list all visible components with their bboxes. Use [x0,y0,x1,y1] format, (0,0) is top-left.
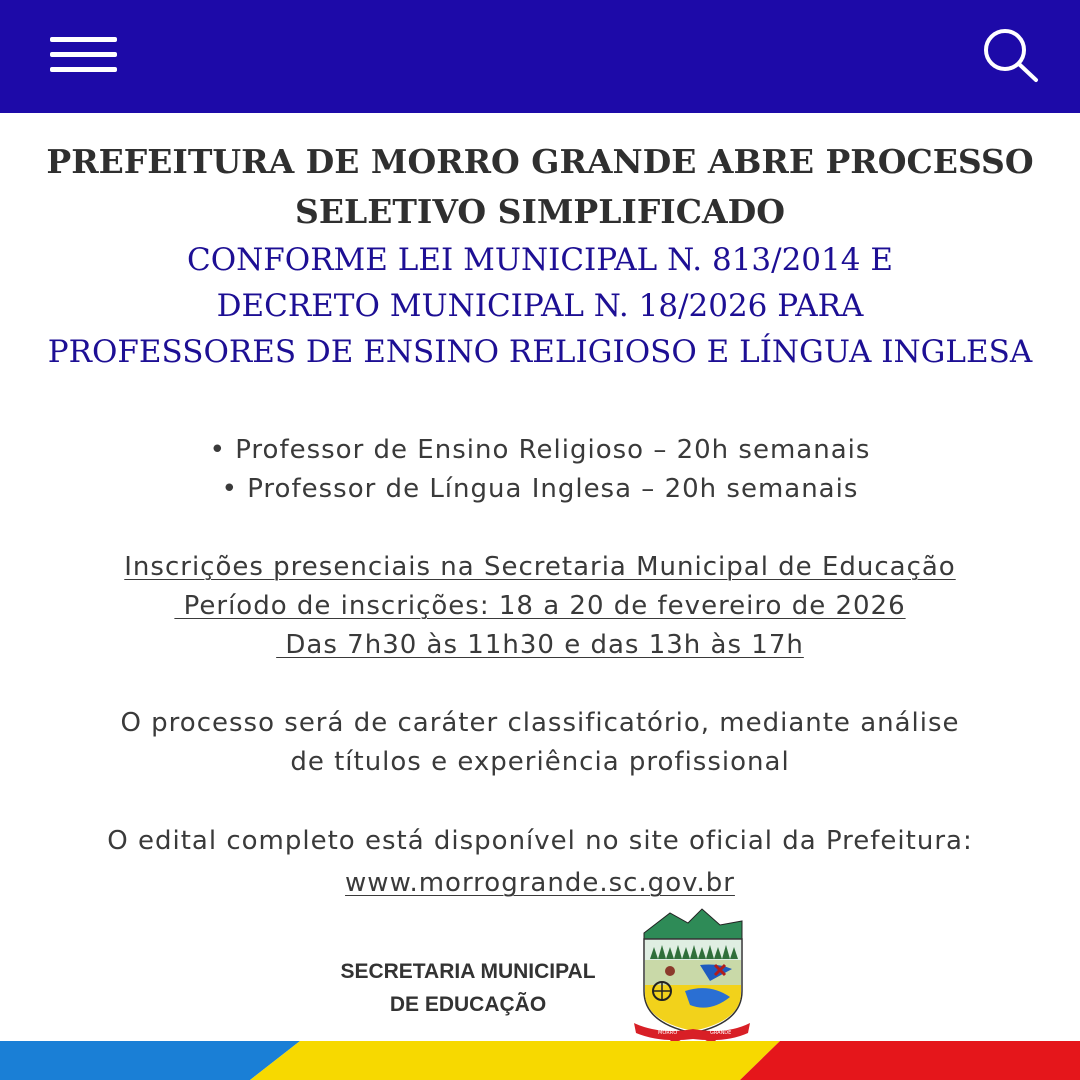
announcement-title [0,137,1080,375]
subtitle-line-3: PROFESSORES DE ENSINO RELIGIOSO E LÍNGUA INGLESA [47,334,1033,370]
department-line-2: DE EDUCAÇÃO [389,993,547,1016]
edital-info [0,820,1080,904]
positions-list [0,431,1080,509]
registration-period: Período de inscrições: 18 a 20 de fevereiro de 2026 [174,591,906,621]
registration-info [0,548,1080,665]
hamburger-menu-icon[interactable] [50,37,117,73]
subtitle-line-1: CONFORME LEI MUNICIPAL N. 813/2014 E [187,242,893,278]
process-description [0,704,1080,782]
flag-color-stripes [0,1041,1080,1080]
title-line-2: SELETIVO SIMPLIFICADO [295,192,785,231]
list-item: • Professor de Ensino Religioso – 20h semanais [209,435,871,465]
registration-location: Inscrições presenciais na Secretaria Municipal de Educação [124,552,956,582]
list-item: • Professor de Língua Inglesa – 20h semanais [221,474,859,504]
search-icon[interactable] [980,27,1040,83]
edital-text: O edital completo está disponível no site oficial da Prefeitura: [107,826,973,856]
department-name [318,955,618,1021]
website-link[interactable]: www.morrogrande.sc.gov.br [345,868,735,898]
crest-text-right: GRANDE [710,1030,732,1036]
process-line-2: de títulos e experiência profissional [290,747,790,777]
municipal-crest-logo [630,905,754,1045]
crest-text-left: MORRO [658,1030,678,1036]
department-line-1: SECRETARIA MUNICIPAL [340,960,596,983]
subtitle-line-2: DECRETO MUNICIPAL N. 18/2026 PARA [216,288,864,324]
top-navigation-bar [0,0,1080,113]
process-line-1: O processo será de caráter classificatório, mediante análise [120,708,960,738]
title-line-1: PREFEITURA DE MORRO GRANDE ABRE PROCESSO [46,142,1034,181]
registration-hours: Das 7h30 às 11h30 e das 13h às 17h [276,630,804,660]
